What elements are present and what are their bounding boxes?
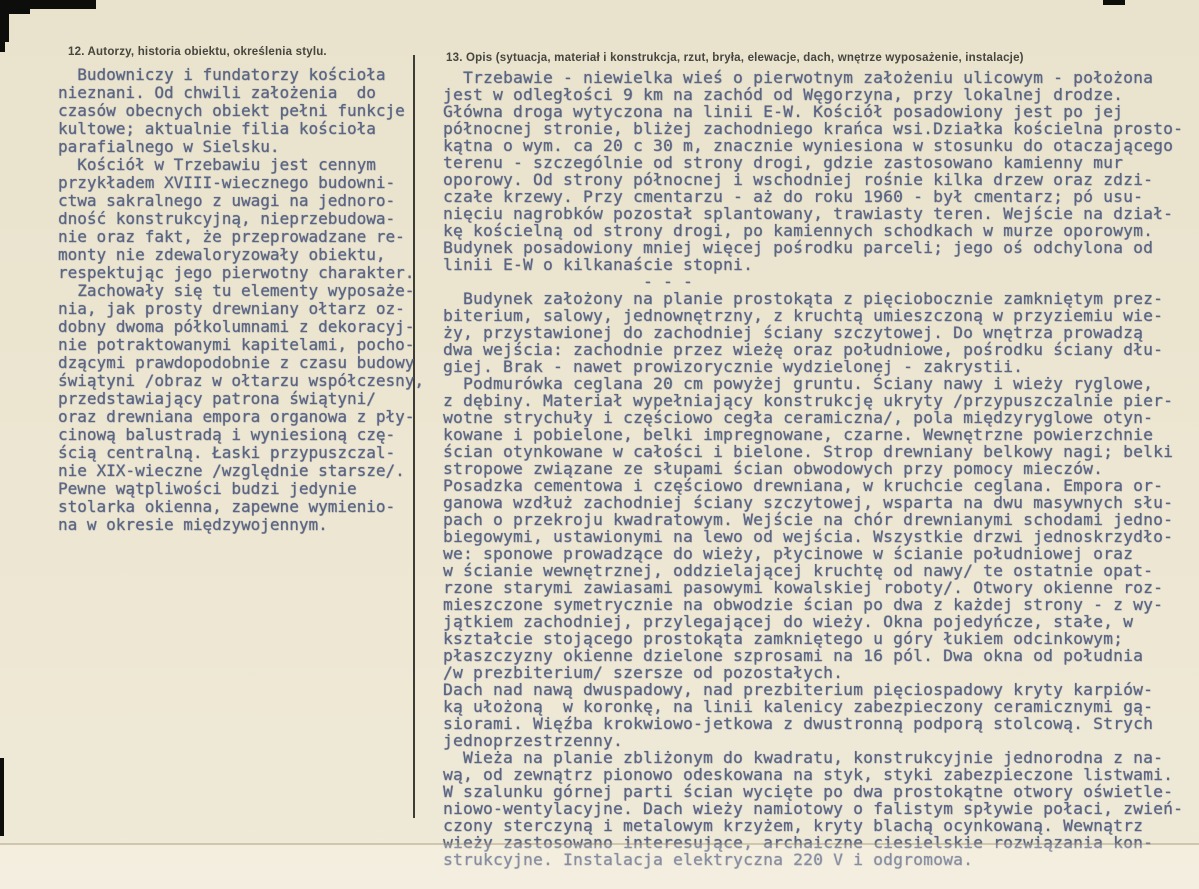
- text-line: Pewne wątpliwości budzi jedynie: [58, 479, 357, 498]
- text-line: na w okresie międzywojennym.: [58, 515, 328, 534]
- text-line: /w prezbiterium/ szersze od pozostałych.: [443, 663, 844, 682]
- text-line: niowo-wentylacyjne. Dach wieży namiotowy o falistym spływie połaci, zwień-: [443, 799, 1184, 818]
- text-line: nięciu nagrobków pozostał splantowany, trawiasty teren. Wejście na dział-: [443, 204, 1174, 223]
- text-line: ganowa wzdłuż zachodniej ściany szczytowej, wsparta na dwu masywnych słu-: [443, 493, 1174, 512]
- text-line: nia, jak prosty drewniany ołtarz oz-: [58, 299, 405, 318]
- text-line: czasów obecnych obiekt pełni funkcje: [58, 101, 405, 120]
- text-line: oraz drewniana empora organowa z pły-: [58, 407, 415, 426]
- text-line: dzącymi prawdopodobnie z czasu budowy: [58, 353, 415, 372]
- text-line: rzone starymi zawiasami pasowymi kowalskiej roboty/. Otwory okienne roz-: [443, 578, 1164, 597]
- text-line: wieży zastosowano interesujące, archaiczne ciesielskie rozwiązania kon-: [443, 833, 1154, 852]
- text-line: kątna o wym. ca 20 c 30 m, znacznie wyniesiona w stosunku do otaczającego: [443, 136, 1174, 155]
- text-line: ścią centralną. Łaski przypuszczal-: [58, 443, 396, 462]
- text-line: jątkiem zachodniej, przylegającej do wieży. Okna pojedyńcze, stałe, w: [443, 612, 1134, 631]
- text-line: oporowy. Od strony północnej i wschodniej rośnie kilka drzew oraz zdzi-: [443, 170, 1154, 189]
- text-line: Wieża na planie zbliżonym do kwadratu, konstrukcyjnie jednorodna z na-: [443, 748, 1164, 767]
- text-line: Budowniczy i fundatorzy kościoła: [58, 65, 386, 84]
- text-line: Posadzka cementowa i częściowo drewniana, w kruchcie ceglana. Empora or-: [443, 476, 1164, 495]
- text-line: dność konstrukcyjną, nieprzebudowa-: [58, 209, 396, 228]
- text-line: we: sponowe prowadzące do wieży, płycinowe w ścianie południowej oraz: [443, 544, 1134, 563]
- section-13-heading: 13. Opis (sytuacja, materiał i konstrukcja, rzut, bryła, elewacje, dach, wnętrze wyposażenie, instalacje): [446, 52, 1024, 64]
- text-line: kultowe; aktualnie filia kościoła: [58, 119, 376, 138]
- text-line: Trzebawie - niewielka wieś o pierwotnym założeniu ulicowym - położona: [443, 68, 1154, 87]
- text-line: cinową balustradą i wyniesioną czę-: [58, 425, 396, 444]
- text-line: kształcie stojącego prostokąta zamkniętego u góry łukiem odcinkowym;: [443, 629, 1124, 648]
- section-12-body-text: [58, 66, 424, 534]
- text-line: kę kościelną od strony drogi, po kamiennych schodkach w murze oporowym.: [443, 221, 1154, 240]
- text-line: nie XIX-wieczne /względnie starsze/.: [58, 461, 405, 480]
- text-line: kowane i pobielone, belki impregnowane, czarne. Wewnętrzne powierzchnie: [443, 425, 1154, 444]
- text-line: - - -: [443, 272, 694, 291]
- section-12-heading: 12. Autorzy, historia obiektu, określenia stylu.: [68, 46, 327, 58]
- text-line: wą, od zewnątrz pionowo odeskowana na styk, styki zabezpieczone listwami.: [443, 765, 1174, 784]
- scan-edge-artifact-left-bottom: [0, 758, 4, 836]
- text-line: Zachowały się tu elementy wyposaże-: [58, 281, 415, 300]
- text-line: stropowe związane ze słupami ścian obwodowych przy pomocy mieczów.: [443, 459, 1104, 478]
- text-line: przedstawiający patrona świątyni/: [58, 389, 376, 408]
- text-line: ctwa sakralnego z uwagi na jednoro-: [58, 191, 396, 210]
- text-line: ży, przystawionej do zachodniej ściany szczytowej. Do wnętrza prowadzą: [443, 323, 1144, 342]
- text-line: siorami. Więźba krokwiowo-jetkowa z dwustronną podporą stolcową. Strych: [443, 714, 1154, 733]
- text-line: mieszczone symetrycznie na obwodzie ścian po dwa z każdej strony - z wy-: [443, 595, 1164, 614]
- text-line: Podmurówka ceglana 20 cm powyżej gruntu. Ściany nawy i wieży ryglowe,: [443, 374, 1154, 393]
- text-line: linii E-W o kilkanaście stopni.: [443, 255, 754, 274]
- text-line: Główna droga wytyczona na linii E-W. Kościół posadowiony jest po jej: [443, 102, 1124, 121]
- text-line: biterium, salowy, jednownętrzny, z kruchtą umieszczoną w przyziemiu wie-: [443, 306, 1164, 325]
- text-line: przykładem XVIII-wiecznego budowni-: [58, 173, 396, 192]
- text-line: strukcyjne. Instalacja elektryczna 220 V i odgromowa.: [443, 850, 974, 869]
- text-line: Budynek założony na planie prostokąta z pięciobocznie zamkniętym prez-: [443, 289, 1164, 308]
- text-line: północnej stronie, bliżej zachodniego krańca wsi.Działka kościelna prosto-: [443, 119, 1184, 138]
- text-line: stolarka okienna, zapewne wymienio-: [58, 497, 396, 516]
- section-13-body-text: [443, 69, 1183, 868]
- text-line: ką ułożoną w koronkę, na linii kalenicy zabezpieczony ceramicznymi gą-: [443, 697, 1154, 716]
- text-line: nie oraz fakt, że przeprowadzane re-: [58, 227, 405, 246]
- text-line: dwa wejścia: zachodnie przez wieżę oraz południowe, pośrodku ściany dłu-: [443, 340, 1164, 359]
- text-line: giej. Brak - nawet prowizorycznie wydzielonej - zakrystii.: [443, 357, 1024, 376]
- text-line: z dębiny. Materiał wypełniający konstrukcję ukryty /przypuszczalnie pier-: [443, 391, 1174, 410]
- text-line: wotne strychuły i częściowo cegła ceramiczna/, pola międzyryglowe otyn-: [443, 408, 1154, 427]
- scan-edge-artifact-top-right: [1103, 0, 1125, 5]
- text-line: pach o przekroju kwadratowym. Wejście na chór drewnianymi schodami jedno-: [443, 510, 1174, 529]
- text-line: parafialnego w Sielsku.: [58, 137, 280, 156]
- text-line: ścian otynkowane w całości i bielone. Strop drewniany belkowy nagi; belki: [443, 442, 1174, 461]
- text-line: respektując jego pierwotny charakter.: [58, 263, 415, 282]
- text-line: dobny dwoma półkolumnami z dekoracyj-: [58, 317, 415, 336]
- text-line: w ścianie wewnętrznej, oddzielającej kruchtę od nawy/ te ostatnie opat-: [443, 561, 1154, 580]
- text-line: monty nie zdewaloryzowały obiektu,: [58, 245, 386, 264]
- text-line: świątyni /obraz w ołtarzu współczesny,: [58, 371, 425, 390]
- text-line: jest w odległości 9 km na zachód od Węgorzyna, przy lokalnej drodze.: [443, 85, 1124, 104]
- text-line: czony sterczyną i metalowym krzyżem, kryty blachą ocynkowaną. Wewnątrz: [443, 816, 1144, 835]
- text-line: płaszczyzny okienne dzielone szprosami na 16 pól. Dwa okna od południa: [443, 646, 1144, 665]
- scan-edge-artifact-left-strip: [0, 0, 9, 42]
- text-line: Dach nad nawą dwuspadowy, nad prezbiterium pięciospadowy kryty karpiów-: [443, 680, 1154, 699]
- text-line: czałe krzewy. Przy cmentarzu - aż do roku 1960 - był cmentarz; pó usu-: [443, 187, 1144, 206]
- text-line: W szalunku górnej parti ścian wycięte po dwa prostokątne otwory oświetle-: [443, 782, 1174, 801]
- text-line: nieznani. Od chwili założenia do: [58, 83, 376, 102]
- text-line: Kościół w Trzebawiu jest cennym: [58, 155, 376, 174]
- text-line: terenu - szczególnie od strony drogi, gdzie zastosowano kamienny mur: [443, 153, 1124, 172]
- paper-lower-fold-shading: [0, 845, 1199, 889]
- text-line: biegowymi, ustawionymi na lewo od wejścia. Wszystkie drzwi jednoskrzydło-: [443, 527, 1174, 546]
- scan-edge-artifact-left-taper: [0, 40, 5, 52]
- text-line: jednoprzestrzenny.: [443, 731, 624, 750]
- text-line: nie potraktowanymi kapitelami, pocho-: [58, 335, 415, 354]
- text-line: Budynek posadowiony mniej więcej pośrodku parceli; jego oś odchylona od: [443, 238, 1154, 257]
